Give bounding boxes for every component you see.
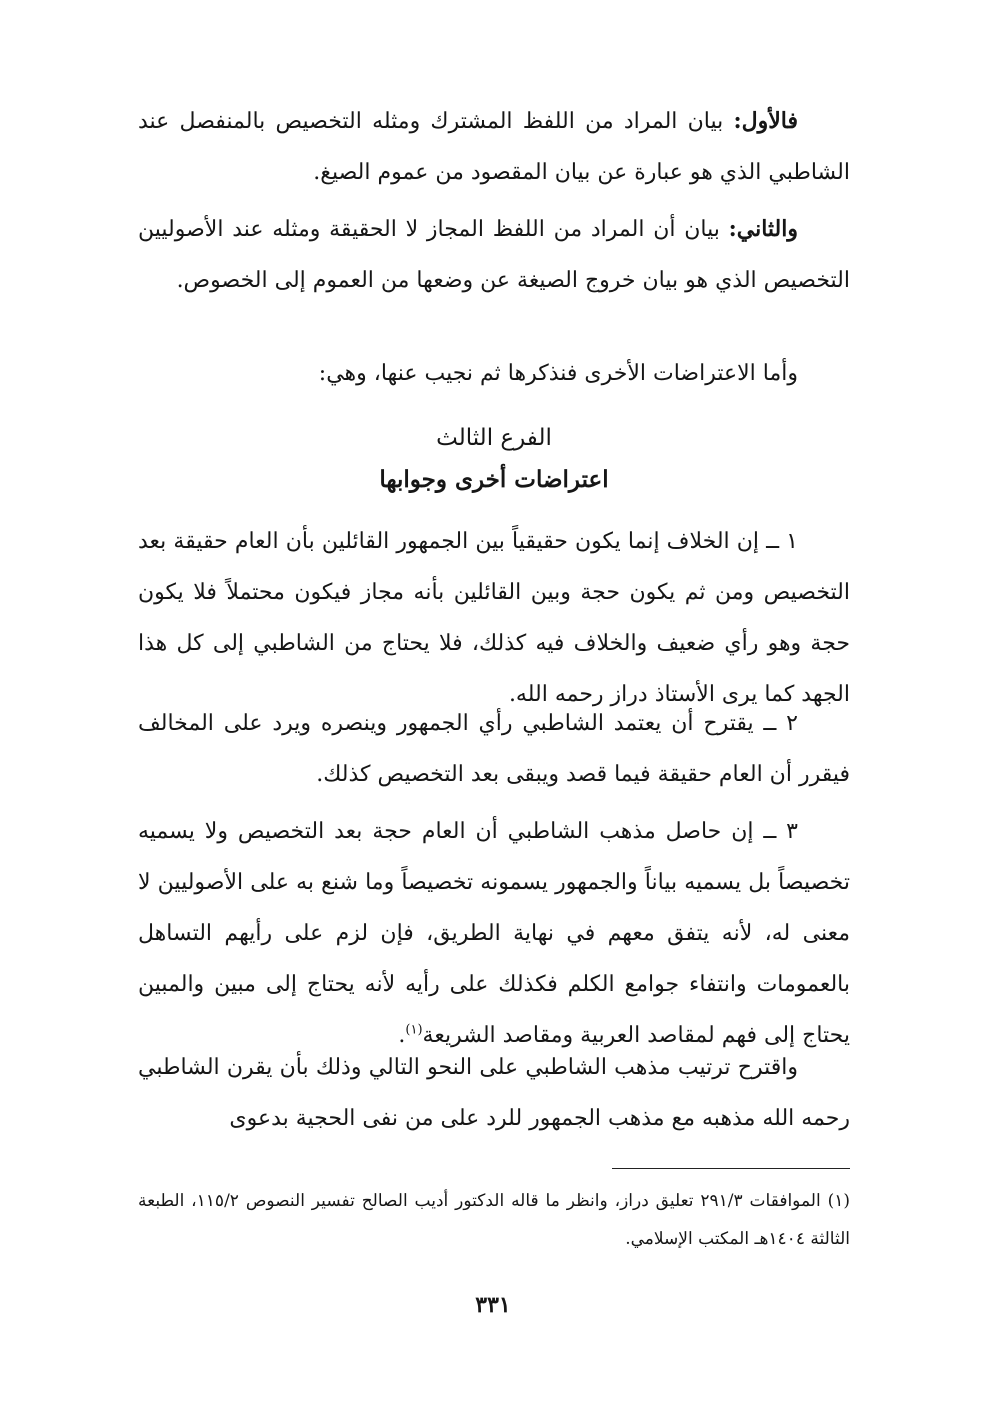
list-item-1 (138, 516, 850, 720)
list-item-3 (138, 806, 850, 1061)
paragraph-first-text: بيان المراد من اللفظ المشترك ومثله التخصيص بالمنفصل عند الشاطبي الذي هو عبارة عن بيان المقصود من عموم الصيغ. (138, 109, 850, 185)
list-item-2-text: ٢ ــ يقترح أن يعتمد الشاطبي رأي الجمهور وينصره ويرد على المخالف فيقرر أن العام حقيقة فيما قصد ويبقى بعد التخصيص كذلك. (138, 711, 850, 787)
page-number: ٣٣١ (475, 1292, 511, 1318)
footnote-text: (١) الموافقات ٢٩١/٣ تعليق دراز، وانظر ما قاله الدكتور أديب الصالح تفسير النصوص ١١٥/٢، الطبعة الثالثة ١٤٠٤هـ المكتب الإسلامي. (138, 1191, 850, 1249)
paragraph-closing (138, 1042, 850, 1144)
list-item-3-text: ٣ ــ إن حاصل مذهب الشاطبي أن العام حجة بعد التخصيص ولا يسميه تخصيصاً بل يسميه بياناً والجمهور يسمونه تخصيصاً وما شنع به على الأصوليين لا معنى له، لأنه يتفق معهم في نهاية الطريق، فإن لزم على رأيهم التساهل بالعمومات وانتفاء جوامع الكلم فكذلك على رأيه لأنه يحتاج إلى مبين والمبين يحتاج إلى فهم لمقاصد العربية ومقاصد الشريعة (138, 819, 850, 1048)
list-item-3-end: . (398, 1023, 406, 1048)
section-title: اعتراضات أخرى وجوابها (379, 466, 609, 493)
paragraph-first-lead: فالأول: (733, 108, 798, 134)
list-item-1-text: ١ ــ إن الخلاف إنما يكون حقيقياً بين الجمهور القائلين بأن العام حقيقة بعد التخصيص ومن ثم يكون حجة وبين القائلين بأنه مجاز فيكون محتملاً فلا يكون حجة وهو رأي ضعيف والخلاف فيه كذلك، فلا يحتاج من الشاطبي إلى كل هذا الجهد كما يرى الأستاذ دراز رحمه الله. (138, 529, 850, 707)
section-subtitle: الفرع الثالث (436, 425, 552, 451)
paragraph-first (138, 96, 850, 198)
footnote-divider (612, 1168, 850, 1169)
paragraph-second-lead: والثاني: (728, 216, 798, 242)
paragraph-second-text: بيان أن المراد من اللفظ المجاز لا الحقيقة ومثله عند الأصوليين التخصيص الذي هو بيان خروج الصيغة عن وضعها من العموم إلى الخصوص. (138, 217, 850, 293)
footnote-reference[interactable]: (١) (405, 1022, 423, 1038)
paragraph-closing-text: واقترح ترتيب مذهب الشاطبي على النحو التالي وذلك بأن يقرن الشاطبي رحمه الله مذهبه مع مذهب الجمهور للرد على من نفى الحجية بدعوى (138, 1055, 850, 1131)
paragraph-third-text: وأما الاعتراضات الأخرى فنذكرها ثم نجيب عنها، وهي: (318, 361, 798, 386)
paragraph-third (138, 348, 850, 399)
paragraph-second (138, 204, 850, 306)
footnote (138, 1182, 850, 1258)
list-item-2 (138, 698, 850, 800)
